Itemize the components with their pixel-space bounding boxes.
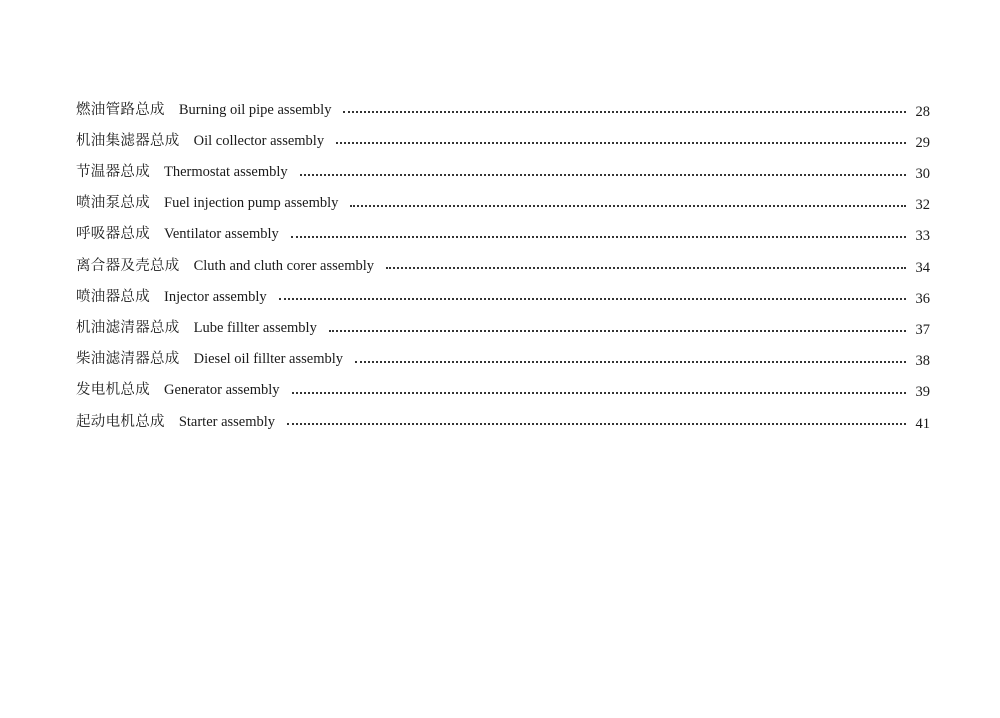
table-of-contents [76,88,930,431]
toc-entry-english-title: Oil collector assembly [193,132,325,149]
toc-entry-page-number: 39 [915,384,930,401]
dot-leader [386,267,906,269]
toc-entry-english-title: Diesel oil fillter assembly [193,351,344,368]
toc-entry-cluth-and-cluth-corer[interactable] [76,244,930,275]
toc-entry-oil-collector[interactable] [76,119,930,150]
toc-entry-english-title: Fuel injection pump assembly [164,195,339,212]
toc-entry-fuel-injection-pump[interactable] [76,182,930,213]
toc-entry-diesel-oil-fillter[interactable] [76,338,930,369]
toc-entry-chinese-title: 柴油滤清器总成 [76,351,180,368]
toc-entry-page-number: 29 [915,134,930,151]
toc-entry-page-number: 28 [915,103,930,120]
toc-entry-ventilator[interactable] [76,213,930,244]
toc-entry-burning-oil-pipe[interactable] [76,88,930,119]
toc-entry-chinese-title: 机油滤清器总成 [76,320,180,336]
dot-leader [279,298,906,300]
toc-entry-page-number: 32 [915,197,930,214]
toc-entry-page-number: 34 [915,259,930,276]
dot-leader [292,392,906,394]
toc-entry-thermostat[interactable] [76,150,930,181]
toc-entry-english-title: Lube fillter assembly [193,320,317,336]
toc-entry-chinese-title: 机油集滤器总成 [76,132,180,149]
toc-entry-chinese-title: 喷油器总成 [76,288,150,305]
dot-leader [291,236,906,238]
toc-entry-page-number: 33 [915,228,930,245]
toc-entry-english-title: Ventilator assembly [164,226,279,243]
toc-entry-chinese-title: 离合器及壳总成 [76,257,180,274]
toc-entry-chinese-title: 喷油泵总成 [76,195,150,212]
toc-entry-english-title: Starter assembly [178,413,276,430]
toc-entry-english-title: Cluth and cluth corer assembly [193,257,375,274]
toc-entry-english-title: Thermostat assembly [164,164,288,181]
dot-leader [287,423,906,425]
toc-entry-page-number: 41 [915,415,930,432]
toc-entry-english-title: Generator assembly [164,382,280,399]
toc-entry-chinese-title: 发电机总成 [76,382,150,399]
toc-entry-english-title: Injector assembly [164,288,267,305]
toc-entry-chinese-title: 呼吸器总成 [76,226,150,243]
toc-entry-lube-fillter[interactable] [76,306,930,337]
dot-leader [336,142,906,144]
toc-entry-page-number: 38 [915,353,930,370]
toc-entry-page-number: 30 [915,166,930,183]
toc-entry-page-number: 36 [915,290,930,307]
dot-leader [343,111,906,113]
dot-leader [329,330,906,332]
toc-entry-english-title: Burning oil pipe assembly [178,101,332,118]
toc-entry-starter[interactable] [76,400,930,431]
toc-entry-page-number: 37 [915,322,930,338]
dot-leader [300,174,906,176]
toc-entry-chinese-title: 节温器总成 [76,164,150,181]
dot-leader [355,361,906,363]
toc-entry-injector[interactable] [76,275,930,306]
dot-leader [350,205,906,207]
toc-entry-generator[interactable] [76,369,930,400]
toc-entry-chinese-title: 起动电机总成 [76,413,165,430]
toc-entry-chinese-title: 燃油管路总成 [76,101,165,118]
